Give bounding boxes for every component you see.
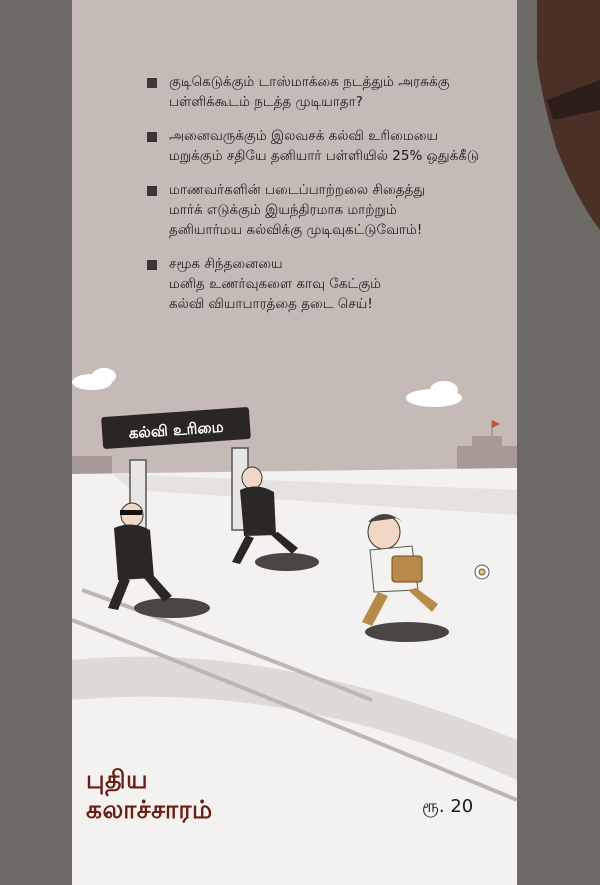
square-bullet-icon bbox=[147, 132, 157, 142]
slogan-line: மனித உணர்வுகளை காவு கேட்கும் bbox=[169, 276, 382, 292]
slogan-item bbox=[147, 254, 517, 314]
slogan-list bbox=[147, 72, 517, 328]
slogan-item bbox=[147, 72, 517, 112]
magazine-cover bbox=[72, 0, 517, 885]
square-bullet-icon bbox=[147, 78, 157, 88]
cloud-icon bbox=[406, 381, 462, 407]
slogan-line: தனியார்மய கல்விக்கு முடிவுகட்டுவோம்! bbox=[169, 222, 423, 238]
magazine-masthead bbox=[86, 765, 213, 825]
arch-banner-text: கல்வி உரிமை bbox=[128, 417, 225, 443]
slogan-line: மாணவர்களின் படைப்பாற்றலை சிதைத்து bbox=[169, 182, 426, 198]
slogan-line: பள்ளிக்கூடம் நடத்த முடியாதா? bbox=[169, 94, 363, 110]
slogan-line: குடிகெடுக்கும் டாஸ்மாக்கை நடத்தும் அரசுக்கு bbox=[169, 74, 450, 90]
slogan-line: கல்வி வியாபாரத்தை தடை செய்! bbox=[169, 296, 373, 312]
slogan-line: மறுக்கும் சதியே தனியார் பள்ளியில் 25% ஒதுக்கீடு bbox=[169, 148, 479, 164]
slogan-item bbox=[147, 180, 517, 240]
masthead-line-2: கலாச்சாரம் bbox=[86, 795, 213, 824]
corner-decoration bbox=[517, 0, 600, 260]
square-bullet-icon bbox=[147, 260, 157, 270]
slogan-line: மார்க் எடுக்கும் இயந்திரமாக மாற்றும் bbox=[169, 202, 397, 218]
masthead-line-1: புதிய bbox=[86, 765, 149, 794]
slogan-line: அனைவருக்கும் இலவசக் கல்வி உரிமையை bbox=[169, 128, 439, 144]
flower-icon bbox=[475, 565, 489, 579]
price-label: ரூ. 20 bbox=[422, 796, 474, 817]
left-frame bbox=[0, 0, 72, 885]
slogan-item bbox=[147, 126, 517, 166]
slogan-line: சமூக சிந்தனையை bbox=[169, 256, 283, 272]
square-bullet-icon bbox=[147, 186, 157, 196]
cloud-icon bbox=[72, 368, 116, 390]
